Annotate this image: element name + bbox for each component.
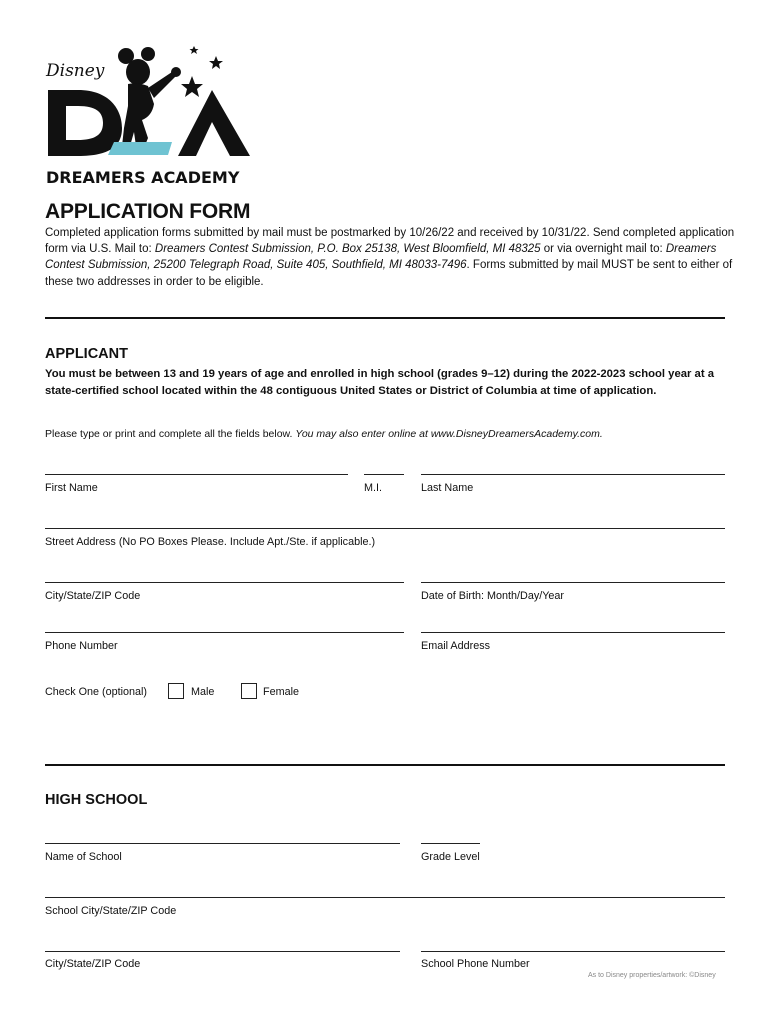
female-checkbox[interactable] bbox=[241, 683, 257, 699]
street-address-field[interactable] bbox=[45, 528, 725, 529]
date-of-birth-field[interactable] bbox=[421, 582, 725, 583]
grade-level-field[interactable] bbox=[421, 843, 480, 844]
middle-initial-field[interactable] bbox=[364, 474, 404, 475]
last-name-field[interactable] bbox=[421, 474, 725, 475]
school-phone-field[interactable] bbox=[421, 951, 725, 952]
online-entry-note: You may also enter online at www.DisneyDreamersAcademy.com. bbox=[295, 428, 603, 440]
applicant-heading: APPLICANT bbox=[45, 346, 128, 362]
phone-number-label: Phone Number bbox=[45, 640, 118, 652]
mail-address: Dreamers Contest Submission, P.O. Box 25138, West Bloomfield, MI 48325 bbox=[154, 243, 541, 256]
page-title: APPLICATION FORM bbox=[45, 200, 251, 223]
email-address-field[interactable] bbox=[421, 632, 725, 633]
eligibility-requirement: You must be between 13 and 19 years of age and enrolled in high school (grades 9–12) during the 2022-2023 school year at a state-certified school located within the 48 contiguous United States or District of Columbia at time of application. bbox=[45, 368, 715, 397]
intro-paragraph: Completed application forms submitted by mail must be postmarked by 10/26/22 and received by 10/31/22. Send completed application form via U.S. Mail to: Dreamers Contest Submission, P.O. Box 25138, West Bloomfield, MI 48325 or via overnight mail to: Dreamers Contest Submission, 25200 Telegraph Road, Suite 405, Southfield, MI 48033-7496. Forms submitted by mail MUST be sent to either of these two addresses in order to be eligible. bbox=[45, 227, 735, 288]
city-state-zip-field-2[interactable] bbox=[45, 951, 400, 952]
street-address-label: Street Address (No PO Boxes Please. Include Apt./Ste. if applicable.) bbox=[45, 536, 376, 548]
letter-a-shape bbox=[178, 90, 250, 156]
letter-d-shape bbox=[48, 90, 122, 156]
first-name-field[interactable] bbox=[45, 474, 348, 475]
email-address-label: Email Address bbox=[421, 640, 491, 652]
school-city-field[interactable] bbox=[45, 897, 725, 898]
instructions: Please type or print and complete all the fields below. You may also enter online at www.DisneyDreamersAcademy.com. bbox=[45, 428, 603, 440]
last-name-label: Last Name bbox=[421, 482, 474, 494]
male-label: Male bbox=[191, 686, 215, 698]
disney-wordmark: Disney bbox=[46, 61, 105, 81]
middle-initial-label: M.I. bbox=[364, 482, 382, 494]
section-divider bbox=[45, 317, 725, 319]
grade-level-label: Grade Level bbox=[421, 851, 480, 863]
city-state-zip-label-2: City/State/ZIP Code bbox=[45, 958, 141, 970]
city-state-zip-label: City/State/ZIP Code bbox=[45, 590, 141, 602]
city-state-zip-field[interactable] bbox=[45, 582, 404, 583]
high-school-heading: HIGH SCHOOL bbox=[45, 792, 148, 808]
section-divider bbox=[45, 764, 725, 766]
school-name-field[interactable] bbox=[45, 843, 400, 844]
male-checkbox[interactable] bbox=[168, 683, 184, 699]
date-of-birth-label: Date of Birth: Month/Day/Year bbox=[421, 590, 565, 602]
logo-name: DREAMERS ACADEMY bbox=[46, 168, 240, 187]
copyright-note: As to Disney properties/artwork: ©Disney bbox=[588, 972, 716, 979]
school-name-label: Name of School bbox=[45, 851, 122, 863]
teal-platform-shape bbox=[108, 142, 172, 155]
dreamers-academy-logo bbox=[44, 42, 256, 192]
school-city-label: School City/State/ZIP Code bbox=[45, 905, 177, 917]
school-phone-label: School Phone Number bbox=[421, 958, 530, 970]
gender-label: Check One (optional) bbox=[45, 686, 148, 698]
female-label: Female bbox=[263, 686, 300, 698]
overnight-address: Dreamers Contest Submission, 25200 Telegraph Road, Suite 405, Southfield, MI 48033-7496 bbox=[45, 243, 717, 272]
mickey-silhouette-icon bbox=[118, 47, 181, 148]
star-icons bbox=[181, 46, 223, 97]
first-name-label: First Name bbox=[45, 482, 98, 494]
phone-number-field[interactable] bbox=[45, 632, 404, 633]
